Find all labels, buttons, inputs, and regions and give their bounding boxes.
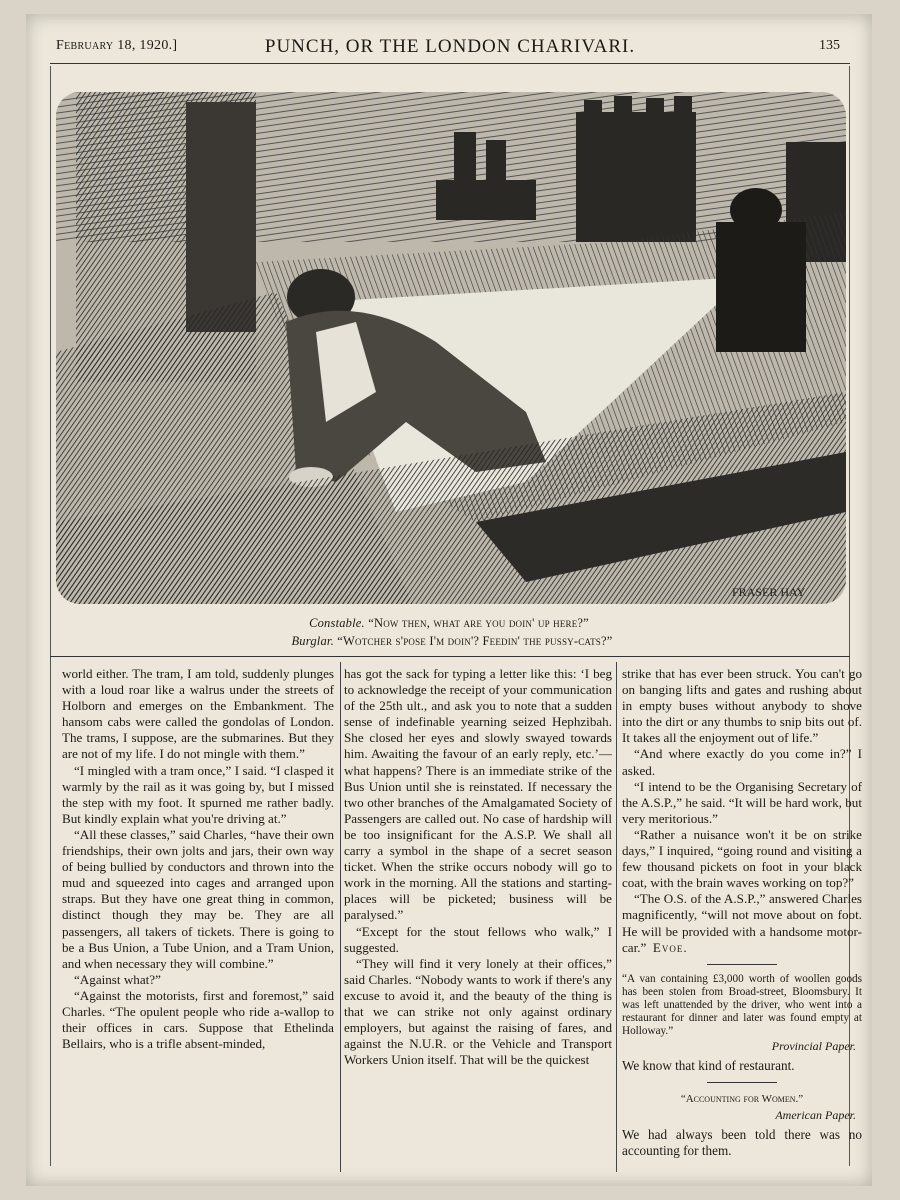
caption-text-burglar: “Wotcher s'pose I'm doin'? Feedin' the pussy-cats?”	[337, 634, 613, 648]
publication-title: PUNCH, OR THE LONDON CHARIVARI.	[264, 36, 636, 57]
section-divider	[707, 964, 777, 965]
page-number: 135	[819, 38, 840, 53]
author-signature: Evoe.	[652, 939, 688, 955]
paragraph: “I mingled with a tram once,” I said. “I clasped it warmly by the rail as it was going by, but I missed the step with my foot. It spurned me rather badly. But kindly explain what you're driving at.”	[62, 762, 334, 826]
artist-signature: FRASER HAY	[732, 585, 806, 599]
caption-speaker-constable: Constable.	[309, 616, 365, 630]
clipping-comment: We know that kind of restaurant.	[622, 1057, 795, 1073]
clipping-quote: “A van containing £3,000 worth of woollen goods has been stolen from Broad-street, Bloomsbury. It was left unattended by the driver, who went into a restaurant for dinner and later was found empty at Holloway.”	[622, 972, 862, 1037]
article-column-2	[344, 666, 612, 1068]
paragraph: “Rather a nuisance won't it be on strike days,” I inquired, “going round and visiting a few thousand pickets on foot in your black coat, with the brain waves working on top?”	[622, 826, 862, 891]
caption-burglar	[26, 634, 872, 649]
paragraph: “Against what?”	[74, 971, 161, 987]
article-column-3	[622, 666, 862, 1159]
column-rule-1	[340, 662, 341, 1172]
paragraph: “I intend to be the Organising Secretary of the A.S.P.,” he said. “It will be hard work, but very meritorious.”	[622, 778, 862, 826]
paragraph: “They will find it very lonely at their offices,” said Charles. “Nobody wants to work if there's any excuse to avoid it, and the beauty of the thing is that we can strike not only against ordinary employers, but against the raising of fares, and against the N.U.R. or the Vehicle and Transport Workers Union itself. That will be the quickest	[344, 955, 612, 1068]
section-divider	[707, 1082, 777, 1083]
paragraph: “Against the motorists, first and foremost,” said Charles. “The opulent people who ride a-wallop to their offices in cars. Suppose that Ethelinda Bellairs, who is a trifle absent-minded,	[62, 987, 334, 1052]
cartoon-illustration	[56, 92, 846, 604]
clipping-source: Provincial Paper.	[771, 1038, 856, 1053]
magazine-page	[26, 14, 872, 1186]
paragraph: “Except for the stout fellows who walk,” I suggested.	[344, 923, 612, 955]
article-column-1	[62, 666, 334, 1052]
paragraph: “And where exactly do you come in?” I asked.	[622, 746, 862, 778]
caption-text-constable: “Now then, what are you doin' up here?”	[368, 616, 589, 630]
caption-speaker-burglar: Burglar.	[291, 634, 334, 648]
paragraph: has got the sack for typing a letter like this: ‘I beg to acknowledge the receipt of your communication of the 25th ult., and ask you to note that a sudden sense of indefinable yearning seized Hephzibah. She closed her eyes and slowly swayed towards him. Awaiting the favour of an early reply, etc.’—what happens? There is an immediate strike of the Bus Union until she is reinstated. If necessary the two other branches of the Amalgamated Society of Passengers are called out. No case of hardship will be too insignificant for the A.S.P. We shall all carry a symbol in the shape of a secret season ticket. When the strike occurs nobody will go to work in the morning. All the stations and starting-places will be picketed; business will be paralysed.”	[344, 666, 612, 923]
paragraph: “All these classes,” said Charles, “have their own friendships, their own jolts and jars, their own way of being bullied by conductors and thrown into the mud and squeezed into cages and arranged upon straps. But they have one great thing in common, distinct though they may be. They are all passengers, all takers of tickets. There is going to be a Bus Union, a Tube Union, and a Tram Union, and when necessary they will combine.”	[62, 826, 334, 971]
clipping-quote: “Accounting for Women.”	[680, 1092, 804, 1105]
page-header	[50, 28, 850, 64]
paragraph: strike that has ever been struck. You can't go on banging lifts and gates and rushing about in empty buses without anybody to shove into the dirt or any thumbs to snip bits out of. It takes all the enjoyment out of life.”	[622, 666, 862, 746]
caption-divider	[50, 656, 850, 657]
clipping-comment: We had always been told there was no accounting for them.	[622, 1126, 862, 1158]
paragraph-with-signature	[622, 891, 862, 955]
issue-date: February 18, 1920.]	[56, 38, 178, 53]
clipping-source: American Paper.	[775, 1107, 856, 1122]
rooftop-scene-drawing	[56, 92, 846, 604]
paragraph: “The O.S. of the A.S.P.,” answered Charles magnificently, “will not move about on foot. He will be provided with a handsome motor-car.”	[622, 891, 862, 955]
paragraph: world either. The tram, I am told, suddenly plunges with a loud roar like a walrus under the streets of Holborn and emerges on the Embankment. The hansom cabs were called the gondolas of London. The trams, I suppose, are the submarines. But they are not of my life. I do not mingle with them.”	[62, 666, 334, 762]
column-rule-2	[616, 662, 617, 1172]
caption-constable	[26, 616, 872, 631]
